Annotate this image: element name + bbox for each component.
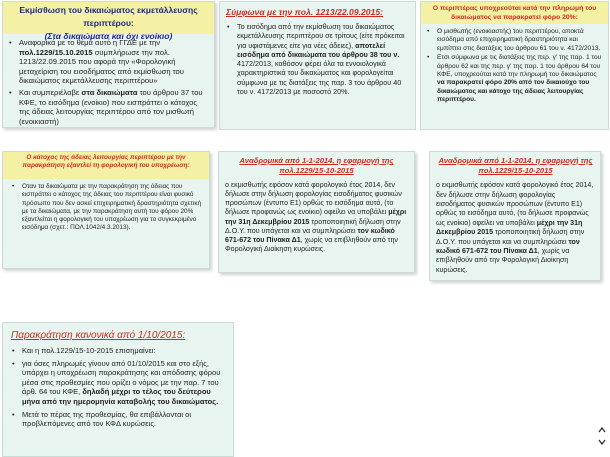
card-pol-1213-bullet-1: • Το εισόδημα από την εκμίσθωση του δικαιώματος εκμετάλλευσης περιπτέρου σε τρίτους (είτε πρόκειται για υφιστάμενες είτε για νέες άδειες), αποτελεί εισόδημα από δικαιώματα του άρθρου 38 του ν. 4172/2013, καθόσον φέρει όλα τα εννοιολογικά χαρακτηριστικά του δικαιώματος και φορολογείται σύμφωνα με τις διατάξεις της παρ. 3 του άρθρου 40 του ν. 4172/2013 με ποσοστό 20%. xyxy=(226,22,409,96)
card-withhold-from-oct-bullet-2: • για όσες πληρωμές γίνουν από 01/10/2015 και στο εξής, υπάρχει η υποχρέωση παρακράτησης και απόδοσης φόρου μέσα στις προθεσμίες που ορίζει ο νόμος με την παρ. 7 του άρθ. 64 του ΚΦΕ, δηλαδή μέχρι το τέλος του δεύτερου μήνα από την ημερομηνία καταβολής του δικαιώματος. xyxy=(11,359,227,407)
card-retroactive-2 xyxy=(429,151,601,281)
card-withhold-from-oct xyxy=(2,322,234,457)
card-pol-1213 xyxy=(219,1,416,130)
card-withhold-from-oct-title: Παρακράτηση κανονικά από 1/10/2015: xyxy=(11,330,186,341)
card-lease-rights-bullet-2: • Και συμπεριέλαβε στα δικαιώματα του άρθρου 37 του ΚΦΕ, το εισόδημα (ενοίκιο) που εισπράττει ο κάτοχος της άδειας λειτουργίας περιπτέρου από τον μισθωτή (ενοικιαστή) xyxy=(8,88,209,126)
card-owner-obligation-header: Ο κάτοχος της άδειας λειτουργίας περιπτέρου με την παρακράτηση εξαντλεί τη φορολογική του υποχρέωση: xyxy=(3,152,209,179)
chevron-down-icon xyxy=(598,438,606,446)
card-retroactive-1-title: Αναδρομικά από 1-1-2014, η εφαρμογή της πολ.1229/15-10-2015 xyxy=(239,156,394,175)
card-withhold-from-oct-bullet-1: • Και η πολ.1229/15-10-2015 επισημαίνει: xyxy=(11,346,227,356)
card-retroactive-1 xyxy=(218,151,415,273)
scroll-up-button[interactable] xyxy=(598,426,606,434)
card-owner-obligation xyxy=(2,151,210,269)
card-withhold-20 xyxy=(420,1,609,130)
card-lease-rights-header xyxy=(3,2,214,41)
card-retroactive-1-text: ο εκμισθωτής εφόσον κατά φορολογικό έτος 2014, δεν δήλωσε στην δήλωση φορολογίας εισοδήματος φυσικών προσώπων (έντυπο Ε1) ορθώς το εισόδημα αυτό, (το δήλωσε προφανώς ως ενοίκιο) οφείλει να υποβάλει μέχρι την 31η Δεκεμβρίου 2015 τροποποιητική δήλωση στην Δ.Ο.Υ. που υπάγεται και να συμπληρώσει τον κωδικό 671-672 του Πίνακα Δ1, χωρίς να επιβληθούν από την Φορολογική Διοίκηση κυρώσεις. xyxy=(225,181,407,253)
chevron-up-icon xyxy=(598,426,606,434)
card-lease-rights-title: Εκμίσθωση του δικαιώματος εκμετάλλευσης περιπτέρου: xyxy=(19,5,198,28)
card-lease-rights xyxy=(2,1,215,128)
scroll-down-button[interactable] xyxy=(598,438,606,446)
card-owner-obligation-bullet-1: • Οταν τα δικαιώματα με την παρακράτηση της άδειας που εισπράττει ο κάτοχος της άδειας του περιπτέρου είναι φυσικό πρόσωπο που δεν ασκεί επιχειρηματική δραστηριότητα σχετική με τα δικαιώματα, με την παρακράτηση αυτή του φόρου 20% εξαντλείται η φορολογική του υποχρέωση για το συγκεκριμένο εισόδημα (σχετ.: ΠΟΛ.1042/4.3.2013). xyxy=(11,183,204,233)
card-retroactive-2-title: Αναδρομικά από 1-1-2014, η εφαρμογή της πολ.1229/15-10-2015 xyxy=(438,156,593,175)
card-withhold-20-header: Ο περιπτέρας υποχρεούται κατά την πληρωμή του δικαιώματος να παρακρατεί φόρο 20%: xyxy=(421,2,608,24)
card-lease-rights-bullet-1: • Αναφορικά με το θέμα αυτό η ΓΓΔΕ με την πολ.1229/15.10.2015 συμπλήρωσε την πολ. 1213/22.09.2015 που αφορά την «Φορολογική μεταχείριση του εισοδήματος από εκμίσθωση του δικαιώματος εκμετάλλευσης περιπτέρου» xyxy=(8,38,209,86)
card-withhold-20-bullet-2: • Ετσι σύμφωνα με τις διατάξεις της περ. γ' της παρ. 1 του άρθρου 62 και της περ. γ' της παρ. 1 του άρθρου 64 του ΚΦΕ, υποχρεούται κατά την πληρωμή του δικαιώματος να παρακρατεί φόρο 20% από τον δικαιούχο του δικαιώματος και κάτοχο της άδειας λειτουργίας περιπτέρου. xyxy=(426,54,603,104)
card-pol-1213-title: Σύμφωνα με την πολ. 1213/22.09.2015: xyxy=(226,7,383,17)
card-lease-rights-subtitle: (Στα δικαιώματα και όχι ενοίκιο) xyxy=(44,31,173,41)
card-withhold-20-bullet-1: • Ο μισθωτής (ενοικιαστής) του περιπτέρου, αποκτά εισόδημα από επιχειρηματική δραστηριότητα και εμπίπτει στις διατάξεις του άρθρου 61 του ν. 4172/2013. xyxy=(426,28,603,53)
card-withhold-from-oct-bullet-3: • Μετά το πέρας της προθεσμίας, θα επιβάλλονται οι προβλεπόμενες από τον ΚΦΔ κυρώσεις. xyxy=(11,410,227,429)
card-retroactive-2-text: ο εκμισθωτής εφόσον κατά φορολογικό έτος 2014, δεν δήλωσε στην δήλωση φορολογίας εισοδήματος φυσικών προσώπων (έντυπο Ε1) ορθώς το εισόδημα αυτό, (το δήλωσε προφανώς ως ενοίκιο) οφείλει να υποβάλει μέχρι την 31η Δεκεμβρίου 2015 τροποποιητική δήλωση στην Δ.Ο.Υ. που υπάγεται και να συμπληρώσει τον κωδικό 671-672 του Πίνακα Δ1, χωρίς να επιβληθούν από την Φορολογική Διοίκηση κυρώσεις. xyxy=(436,181,594,274)
